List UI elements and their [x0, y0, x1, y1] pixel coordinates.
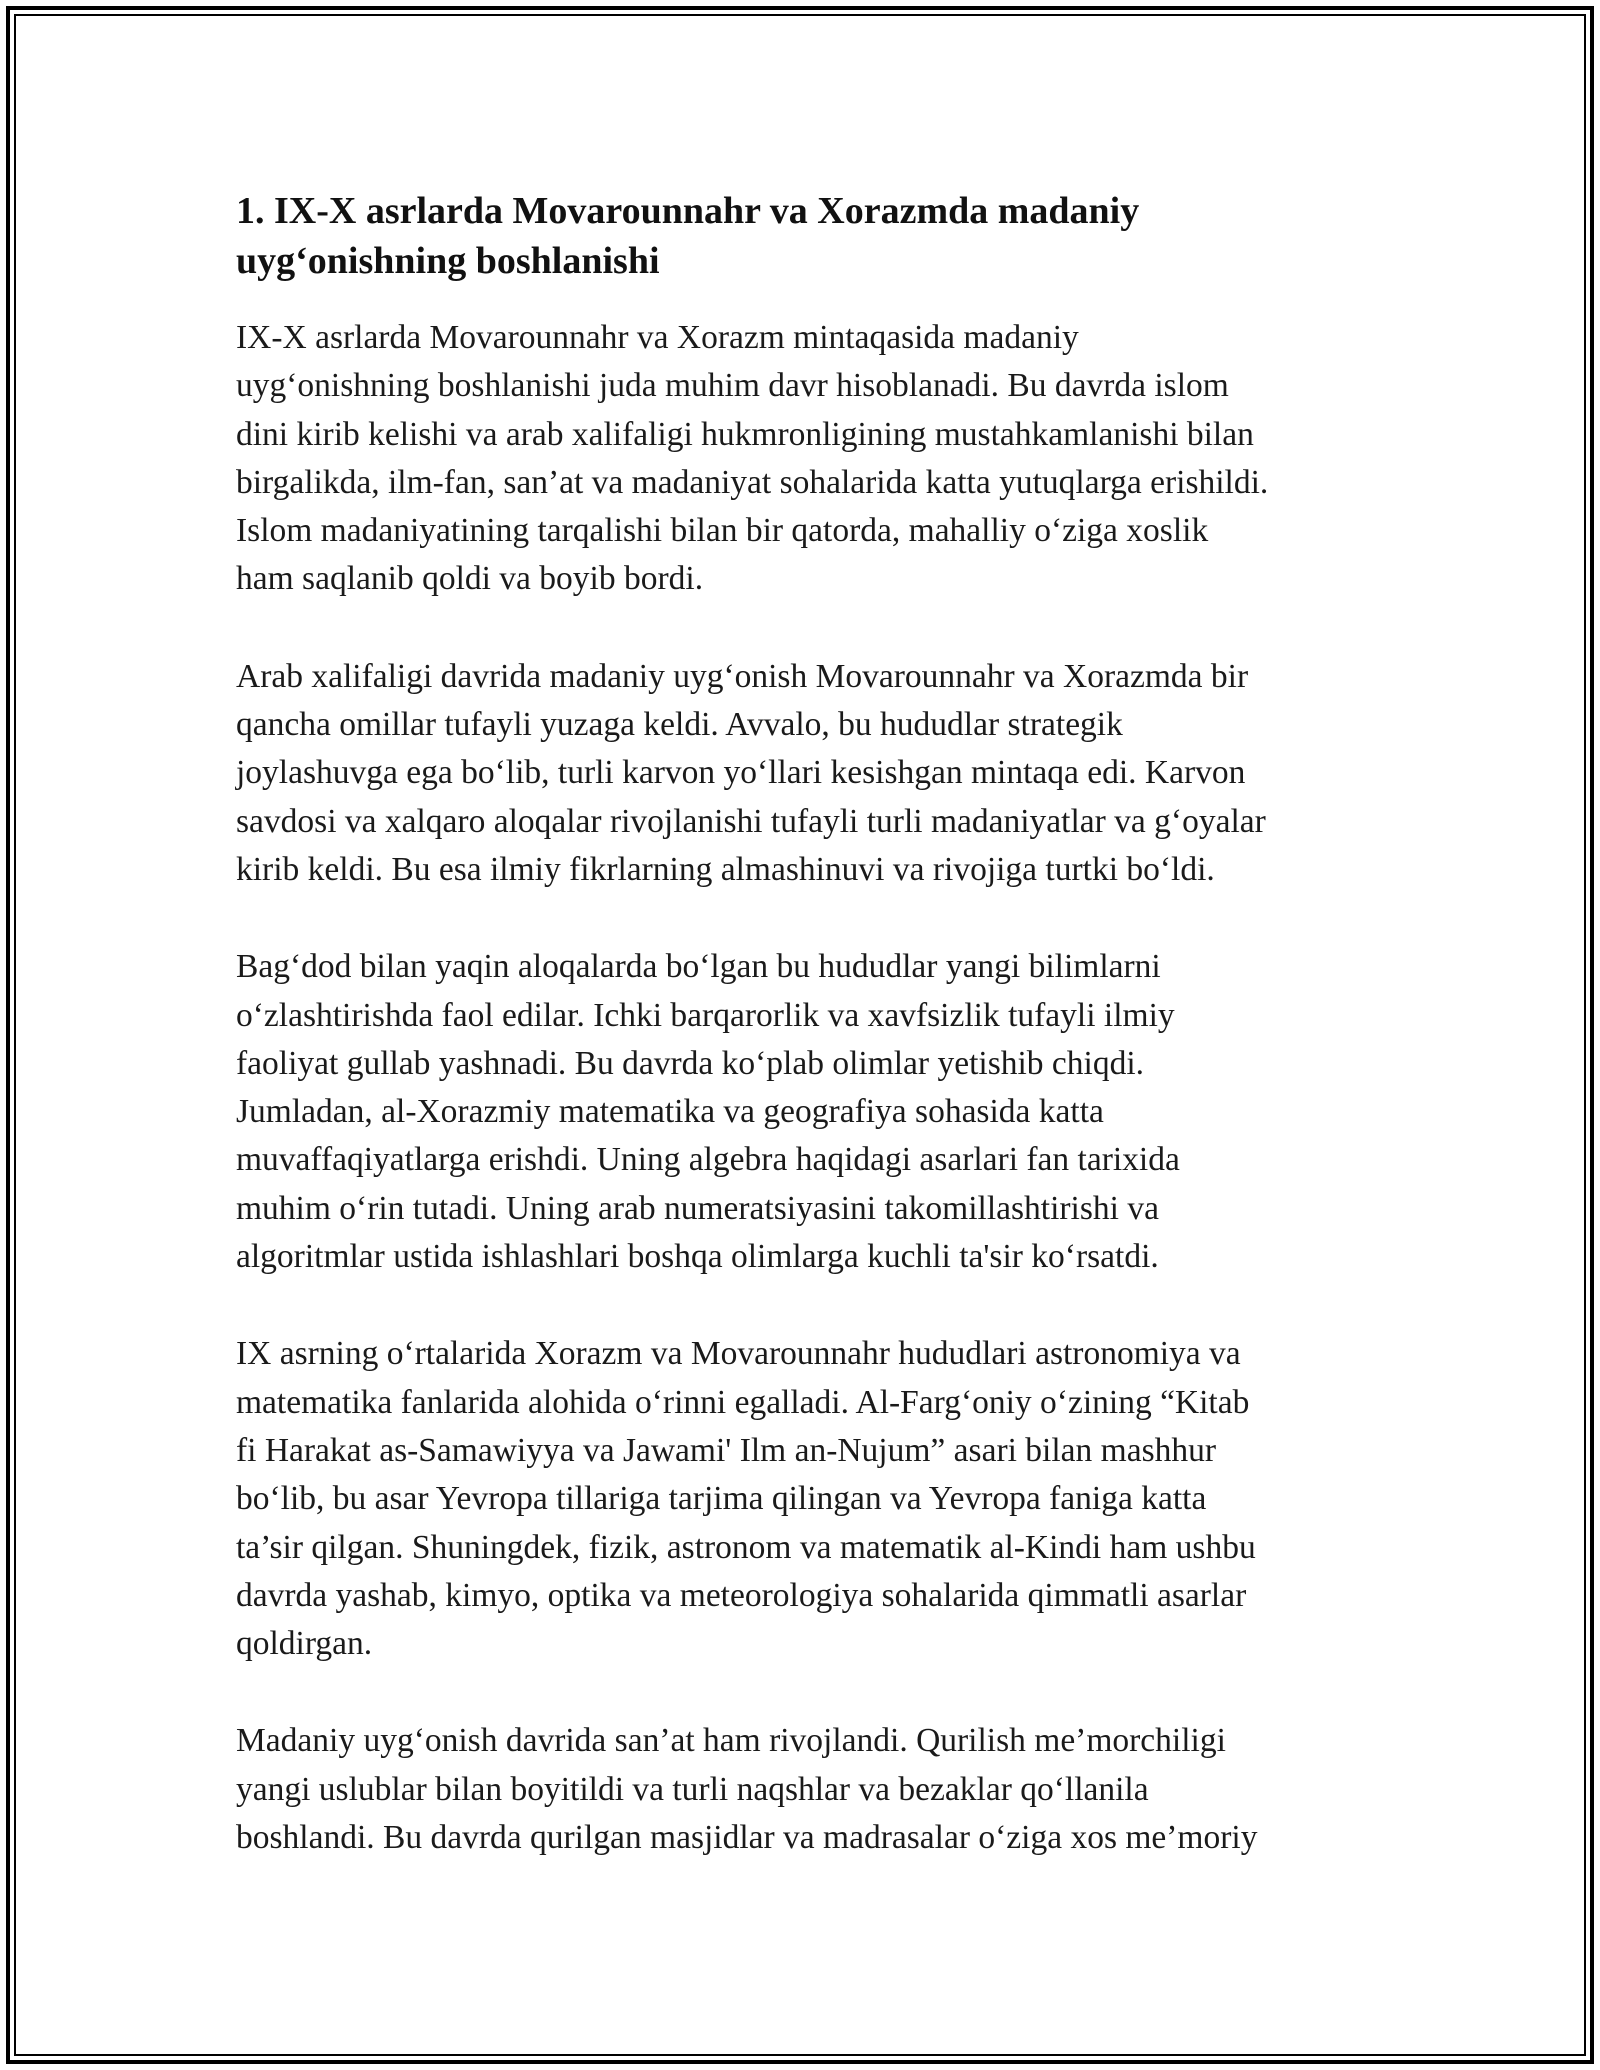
paragraph-1: [236, 314, 1376, 604]
text-line: Jumladan, al-Xorazmiy matematika va geografiya sohasida katta: [236, 1093, 1104, 1131]
paragraph-4: [236, 1330, 1376, 1668]
text-line: boshlandi. Bu davrda qurilgan masjidlar va madrasalar o‘ziga xos me’moriy: [236, 1819, 1258, 1857]
text-line: fi Harakat as-Samawiyya va Jawami' Ilm an-Nujum” asari bilan mashhur: [236, 1431, 1217, 1469]
text-line: Bag‘dod bilan yaqin aloqalarda bo‘lgan bu hududlar yangi bilimlarni: [236, 948, 1161, 986]
text-line: yangi uslublar bilan boyitildi va turli naqshlar va bezaklar qo‘llanila: [236, 1770, 1149, 1808]
text-line: dini kirib kelishi va arab xalifaligi hukmronligining mustahkamlanishi bilan: [236, 415, 1254, 453]
text-line: qancha omillar tufayli yuzaga keldi. Avvalo, bu hududlar strategik: [236, 706, 1123, 744]
text-line: kirib keldi. Bu esa ilmiy fikrlarning almashinuvi va rivojiga turtki bo‘ldi.: [236, 850, 1215, 888]
text-line: Arab xalifaligi davrida madaniy uyg‘onish Movarounnahr va Xorazmda bir: [236, 657, 1249, 695]
text-line: muhim o‘rin tutadi. Uning arab numeratsiyasini takomillashtirishi va: [236, 1189, 1159, 1227]
text-line: matematika fanlarida alohida o‘rinni egalladi. Al-Farg‘oniy o‘zining “Kitab: [236, 1383, 1250, 1421]
paragraph-3: [236, 943, 1376, 1281]
text-line: Madaniy uyg‘onish davrida san’at ham rivojlandi. Qurilish me’morchiligi: [236, 1722, 1226, 1760]
paragraph-5: [236, 1717, 1376, 1862]
paragraph-2: [236, 653, 1376, 894]
text-line: faoliyat gullab yashnadi. Bu davrda ko‘plab olimlar yetishib chiqdi.: [236, 1044, 1145, 1082]
title-line: 1. IX-X asrlarda Movarounnahr va Xorazmda madaniy: [236, 190, 1140, 232]
document-body: [236, 186, 1376, 1911]
text-line: savdosi va xalqaro aloqalar rivojlanishi tufayli turli madaniyatlar va g‘oyalar: [236, 802, 1266, 840]
text-line: ham saqlanib qoldi va boyib bordi.: [236, 560, 704, 598]
text-line: uyg‘onishning boshlanishi juda muhim davr hisoblanadi. Bu davrda islom: [236, 367, 1229, 405]
text-line: algoritmlar ustida ishlashlari boshqa olimlarga kuchli ta'sir ko‘rsatdi.: [236, 1238, 1159, 1276]
document-title: [236, 186, 1376, 286]
text-line: qoldirgan.: [236, 1625, 373, 1663]
text-line: joylashuvga ega bo‘lib, turli karvon yo‘llari kesishgan mintaqa edi. Karvon: [236, 754, 1246, 792]
text-line: IX asrning o‘rtalarida Xorazm va Movarounnahr hududlari astronomiya va: [236, 1335, 1241, 1373]
text-line: o‘zlashtirishda faol edilar. Ichki barqarorlik va xavfsizlik tufayli ilmiy: [236, 996, 1175, 1034]
text-line: muvaffaqiyatlarga erishdi. Uning algebra haqidagi asarlari fan tarixida: [236, 1141, 1180, 1179]
text-line: birgalikda, ilm-fan, san’at va madaniyat sohalarida katta yutuqlarga erishildi.: [236, 463, 1269, 501]
text-line: davrda yashab, kimyo, optika va meteorologiya sohalarida qimmatli asarlar: [236, 1576, 1247, 1614]
title-line: uyg‘onishning boshlanishi: [236, 240, 660, 282]
text-line: bo‘lib, bu asar Yevropa tillariga tarjima qilingan va Yevropa faniga katta: [236, 1480, 1207, 1518]
text-line: ta’sir qilgan. Shuningdek, fizik, astronom va matematik al-Kindi ham ushbu: [236, 1528, 1256, 1566]
text-line: Islom madaniyatining tarqalishi bilan bir qatorda, mahalliy o‘ziga xoslik: [236, 512, 1209, 550]
text-line: IX-X asrlarda Movarounnahr va Xorazm mintaqasida madaniy: [236, 319, 1079, 356]
